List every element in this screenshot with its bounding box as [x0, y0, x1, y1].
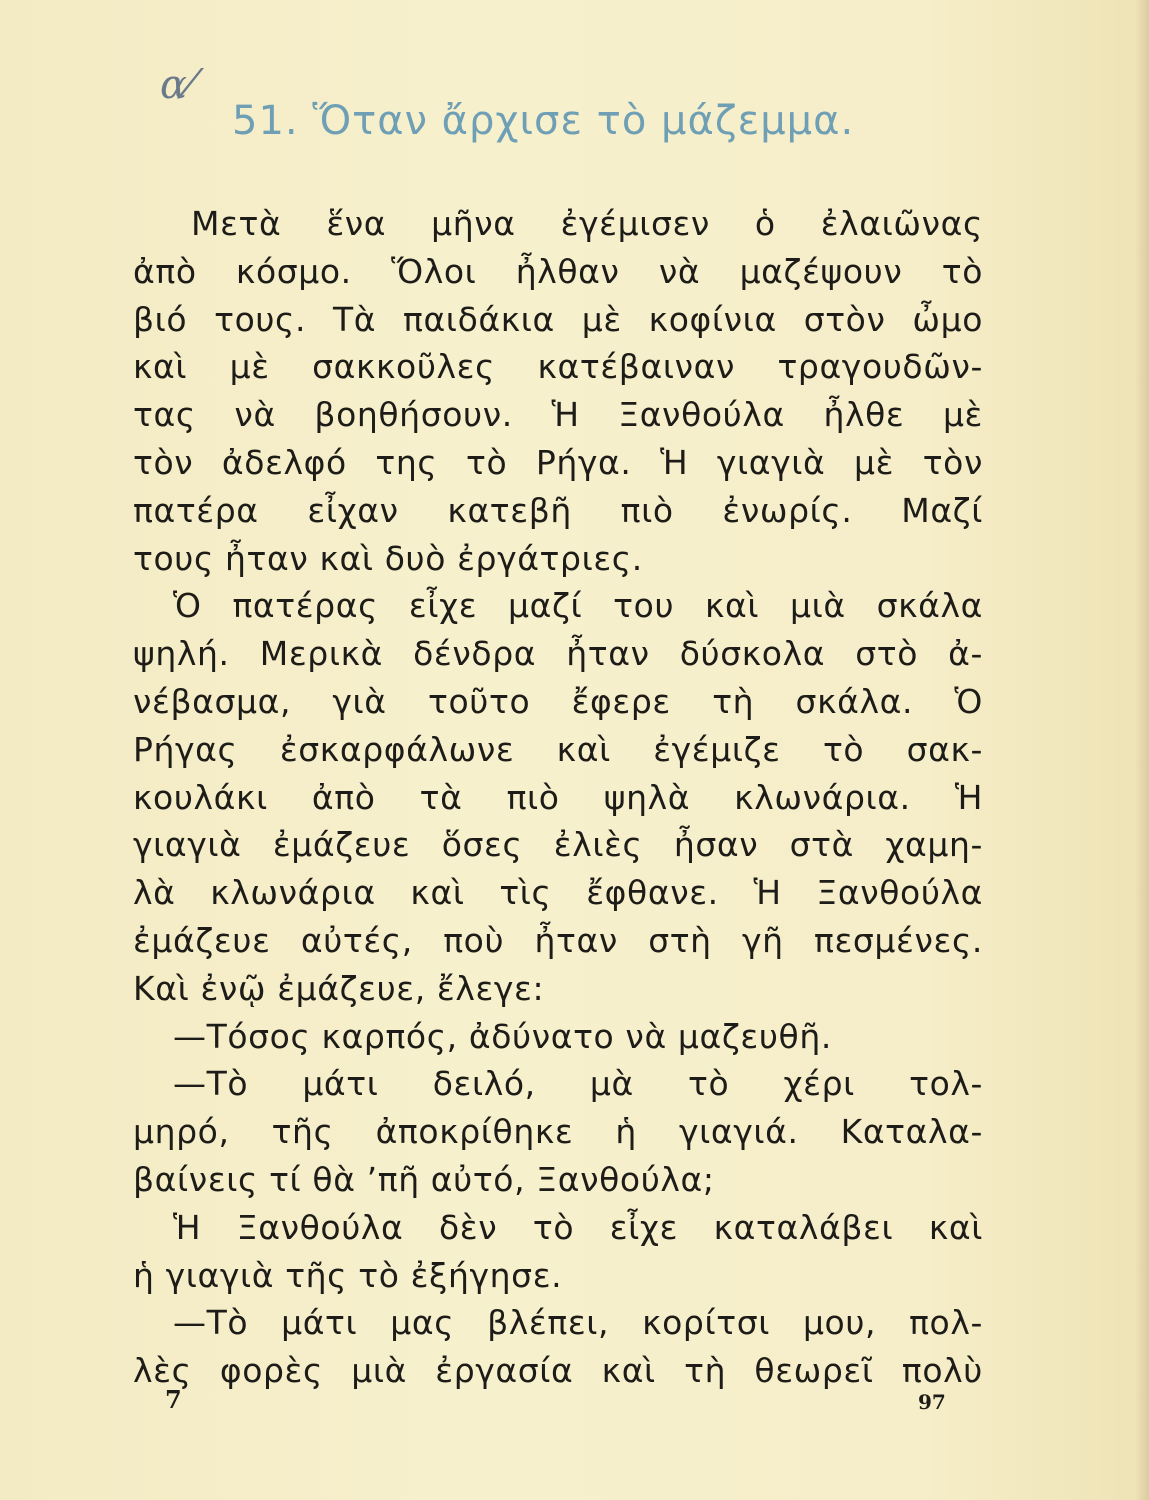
- text-line: τας νὰ βοηθήσουν. Ἡ Ξανθούλα ἦλθε μὲ: [133, 395, 983, 435]
- text-line: καὶ μὲ σακκοῦλες κατέβαιναν τραγουδῶν-: [133, 347, 983, 387]
- text-line: βαίνεις τί θὰ ’πῆ αὐτό, Ξανθούλα;: [133, 1159, 715, 1199]
- text-line: κουλάκι ἀπὸ τὰ πιὸ ψηλὰ κλωνάρια. Ἡ: [133, 777, 983, 817]
- text-line: λὰ κλωνάρια καὶ τὶς ἔφθανε. Ἡ Ξανθούλα: [133, 873, 983, 913]
- text-line: Καὶ ἐνῷ ἐμάζευε, ἔλεγε:: [133, 968, 545, 1008]
- text-line: τους ἦταν καὶ δυὸ ἐργάτριες.: [133, 538, 643, 578]
- signature-mark: 7: [165, 1385, 182, 1414]
- chapter-title: 51. Ὅταν ἄρχισε τὸ μάζεμμα.: [232, 98, 855, 144]
- text-line: γιαγιὰ ἐμάζευε ὅσες ἐλιὲς ἦσαν στὰ χαμη-: [133, 825, 983, 865]
- text-line: μηρό, τῆς ἀποκρίθηκε ἡ γιαγιά. Καταλα-: [133, 1112, 983, 1152]
- text-line: ἡ γιαγιὰ τῆς τὸ ἐξήγησε.: [133, 1255, 563, 1295]
- text-line: —Τὸ μάτι δειλό, μὰ τὸ χέρι τολ-: [173, 1064, 983, 1104]
- text-line: Μετὰ ἕνα μῆνα ἐγέμισεν ὁ ἐλαιῶνας: [191, 204, 983, 243]
- text-line: νέβασμα, γιὰ τοῦτο ἔφερε τὴ σκάλα. Ὁ: [133, 681, 983, 721]
- page-number: 97: [918, 1390, 946, 1414]
- text-line: Ρήγας ἐσκαρφάλωνε καὶ ἐγέμιζε τὸ σακ-: [133, 729, 983, 769]
- text-line: πατέρα εἶχαν κατεβῆ πιὸ ἐνωρίς. Μαζί: [133, 490, 983, 530]
- text-line: Ἡ Ξανθούλα δὲν τὸ εἶχε καταλάβει καὶ: [173, 1207, 983, 1247]
- text-line: τὸν ἀδελφό της τὸ Ρήγα. Ἡ γιαγιὰ μὲ τὸν: [133, 442, 983, 482]
- page-edge-shadow: [1135, 0, 1149, 1500]
- text-line: βιό τους. Τὰ παιδάκια μὲ κοφίνια στὸν ὦμο: [133, 299, 983, 339]
- text-line: ἀπὸ κόσμο. Ὅλοι ἦλθαν νὰ μαζέψουν τὸ: [133, 251, 983, 291]
- text-line: Ὁ πατέρας εἶχε μαζί του καὶ μιὰ σκάλα: [173, 586, 983, 626]
- text-line: —Τὸ μάτι μας βλέπει, κορίτσι μου, πολ-: [173, 1303, 983, 1343]
- body-text: [133, 200, 983, 1395]
- text-line: —Τόσος καρπός, ἀδύνατο νὰ μαζευθῆ.: [173, 1016, 832, 1056]
- pencil-annotation: ɑ⁄: [160, 62, 194, 108]
- text-line: ψηλή. Μερικὰ δένδρα ἦταν δύσκολα στὸ ἀ-: [133, 634, 983, 674]
- text-line: ἐμάζευε αὐτές, ποὺ ἦταν στὴ γῆ πεσμένες.: [133, 920, 983, 960]
- text-line: λὲς φορὲς μιὰ ἐργασία καὶ τὴ θεωρεῖ πολὺ: [133, 1351, 983, 1391]
